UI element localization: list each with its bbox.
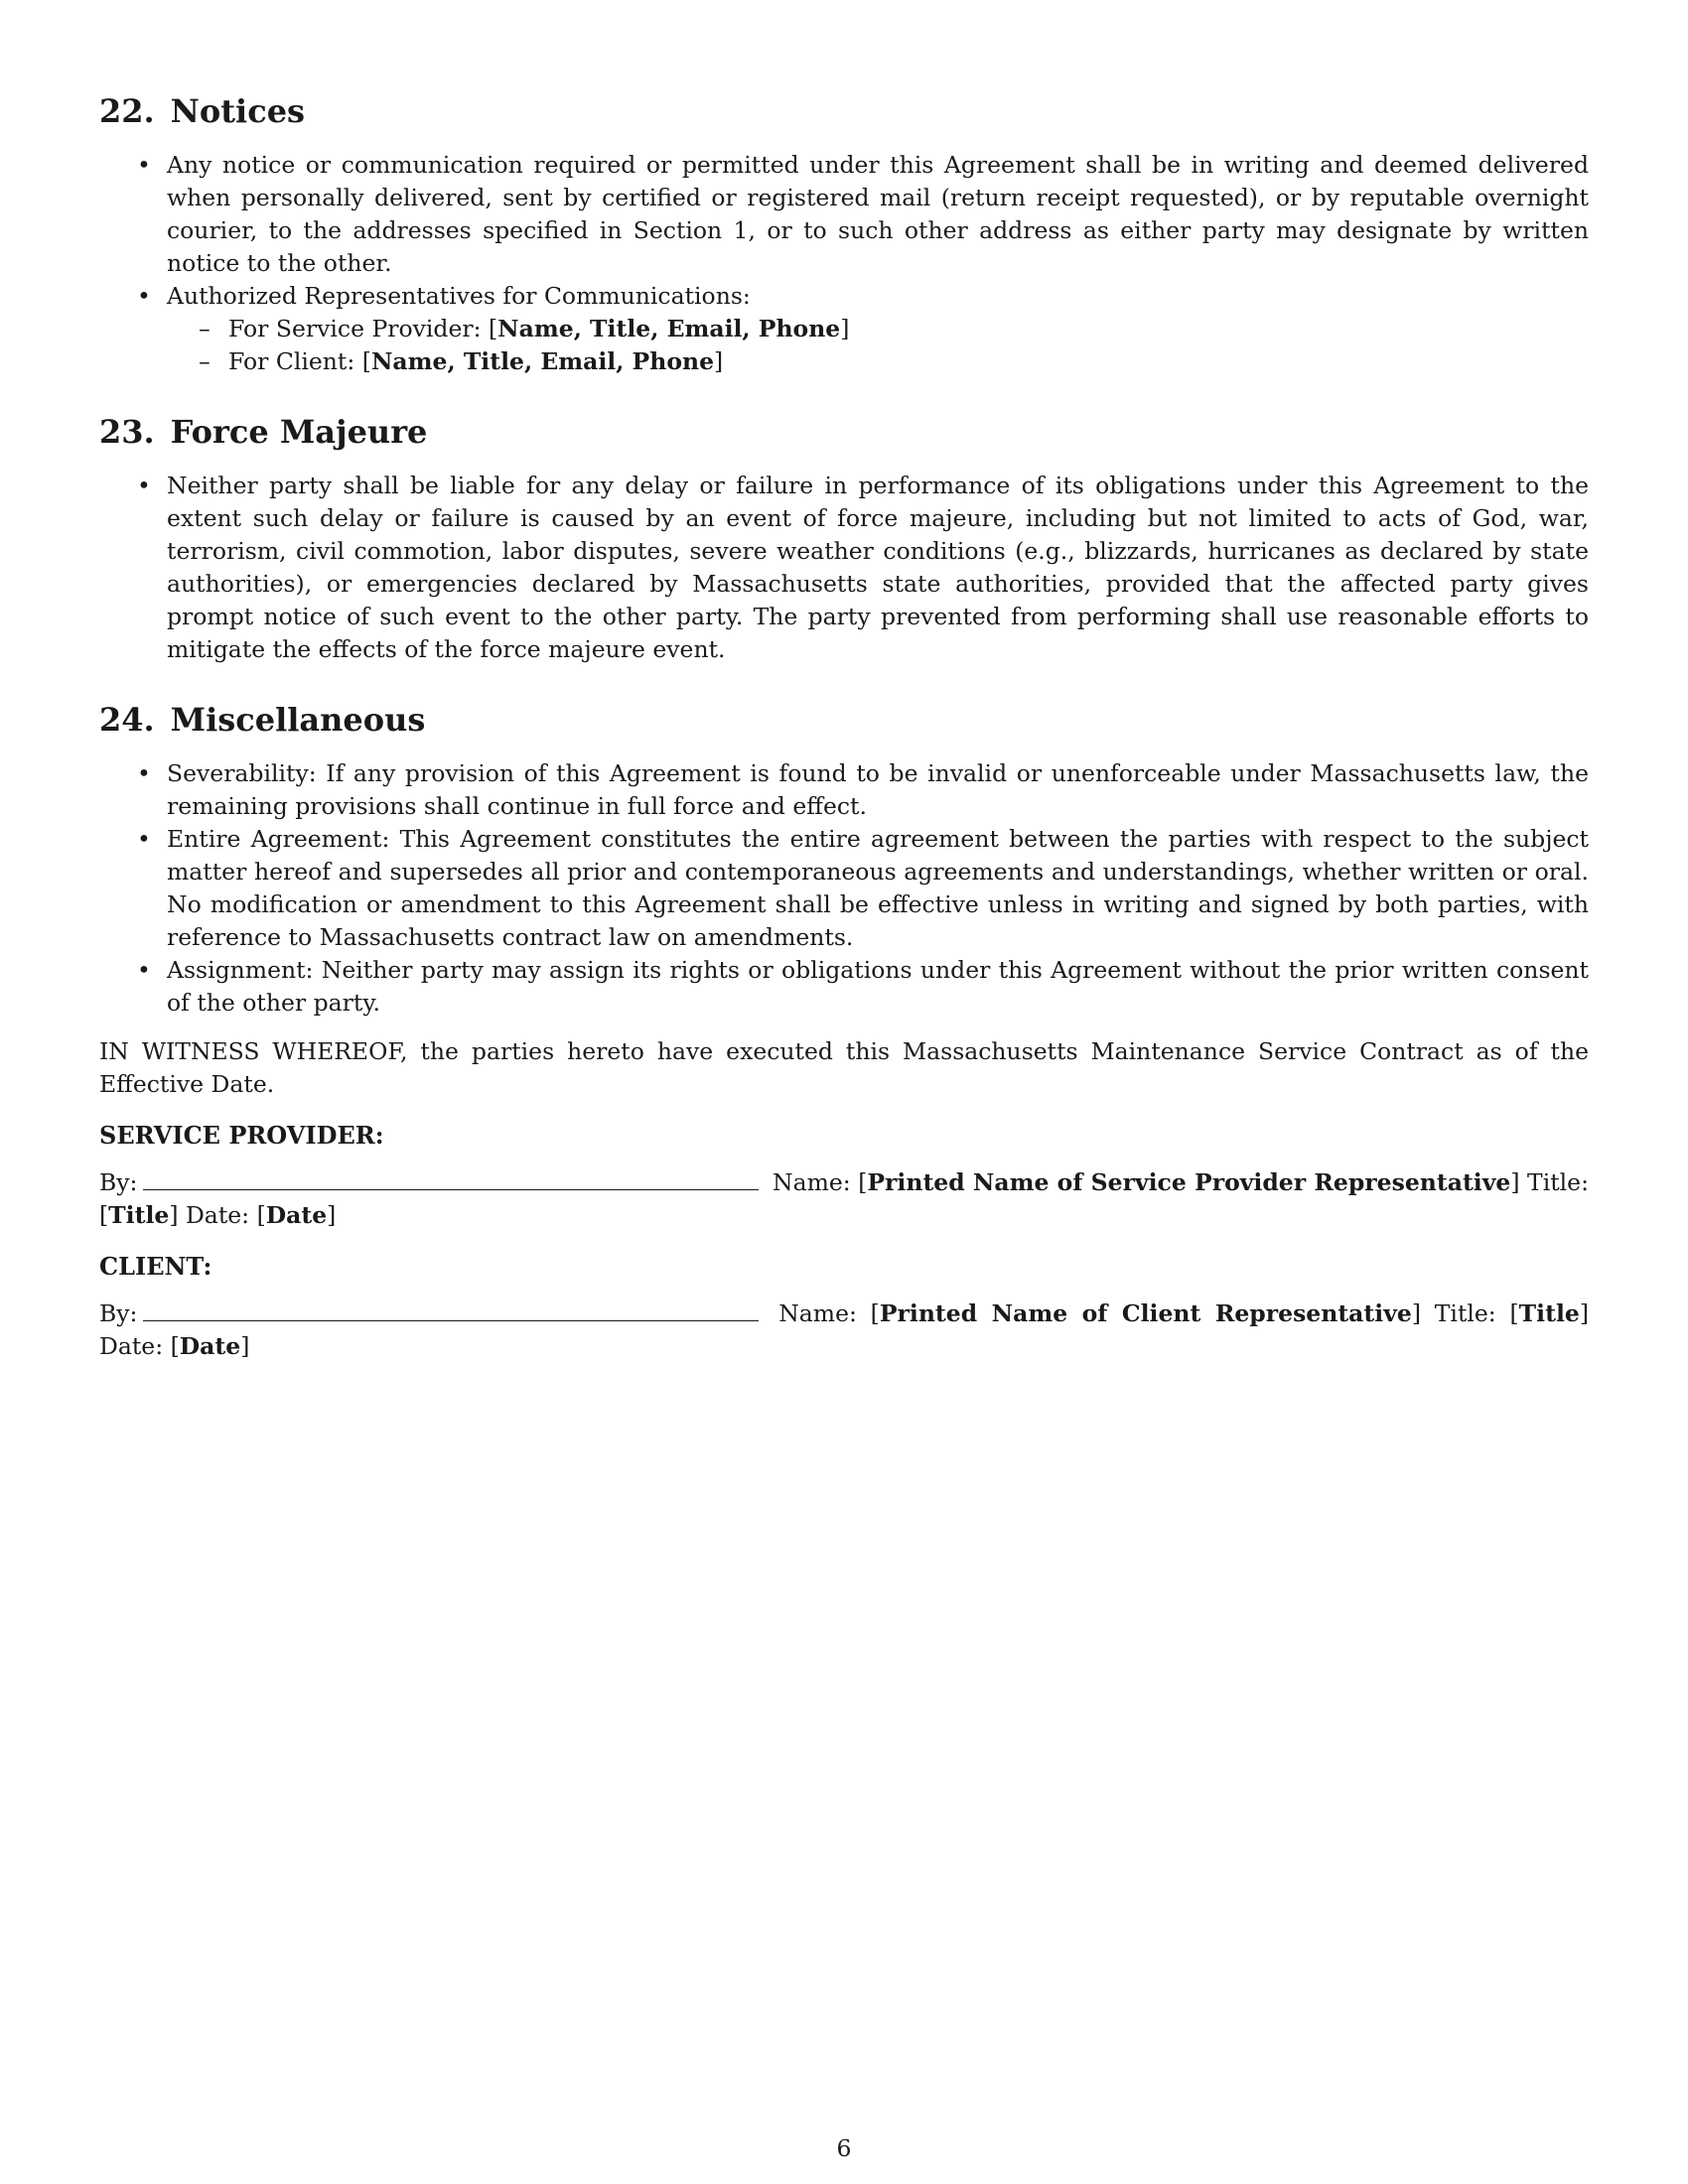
- sub-list-item: – For Service Provider: [Name, Title, Email, Phone]: [167, 313, 1589, 345]
- sub-item-label: For Service Provider:: [228, 315, 489, 342]
- section-title: Notices: [170, 92, 306, 130]
- date-label: Date:: [185, 1201, 250, 1229]
- name-placeholder: Printed Name of Client Representative: [879, 1299, 1412, 1327]
- date-placeholder: Date: [179, 1332, 241, 1360]
- sub-item-label: For Client:: [228, 347, 362, 375]
- signature-heading: SERVICE PROVIDER:: [99, 1121, 384, 1150]
- sub-list-item: – For Client: [Name, Title, Email, Phone]: [167, 345, 1589, 378]
- placeholder-value: Name, Title, Email, Phone: [497, 315, 841, 342]
- client-signature-block: [99, 1250, 1589, 1363]
- signature-field[interactable]: [143, 1297, 759, 1321]
- section-number: 23.: [99, 413, 155, 451]
- sub-list: [167, 313, 1589, 378]
- list-item: • Neither party shall be liable for any delay or failure in performance of its obligations under this Agreement to the extent such delay or failure is caused by an event of force majeure, including but not limited to acts of God, war, terrorism, civil commotion, labor disputes, severe weather conditions (e.g., blizzards, hurricanes as declared by state authorities), or emergencies declared by Massachusetts state authorities, provided that the affected party gives prompt notice of such event to the other party. The party prevented from performing shall use reasonable efforts to mitigate the effects of the force majeure event.: [99, 470, 1589, 666]
- section-heading: [99, 412, 1589, 452]
- section-notices: [99, 91, 1589, 378]
- section-miscellaneous: [99, 700, 1589, 1020]
- page-number: 6: [836, 2134, 852, 2162]
- name-placeholder: Printed Name of Service Provider Representative: [867, 1168, 1511, 1196]
- by-label: By:: [99, 1168, 138, 1196]
- title-label: Title:: [1434, 1299, 1496, 1327]
- section-force-majeure: [99, 412, 1589, 666]
- witness-paragraph: IN WITNESS WHEREOF, the parties hereto have executed this Massachusetts Maintenance Service Contract as of the Effective Date.: [99, 1037, 1589, 1098]
- placeholder-value: Name, Title, Email, Phone: [370, 347, 715, 375]
- signature-line: By: Name: [Printed Name of Service Provider Representative] Title: [Title] Date: [Date]: [99, 1165, 1589, 1232]
- date-placeholder: Date: [265, 1201, 328, 1229]
- section-number: 24.: [99, 701, 155, 739]
- section-heading: [99, 91, 1589, 131]
- bullet-list: [99, 470, 1589, 666]
- by-label: By:: [99, 1299, 138, 1327]
- title-placeholder: Title: [1518, 1299, 1580, 1327]
- signature-field[interactable]: [143, 1165, 759, 1190]
- service-provider-signature-block: [99, 1119, 1589, 1232]
- list-item: • Any notice or communication required or permitted under this Agreement shall be in writing and deemed delivered when personally delivered, sent by certified or registered mail (return receipt requested), or by reputable overnight courier, to the addresses specified in Section 1, or to such other address as either party may designate by written notice to the other.: [99, 149, 1589, 280]
- document-page: [99, 91, 1589, 1381]
- list-item-text: Authorized Representatives for Communications:: [167, 282, 751, 310]
- list-item: • Entire Agreement: This Agreement constitutes the entire agreement between the parties with respect to the subject matter hereof and supersedes all prior and contemporaneous agreements and understandings, whether written or oral. No modification or amendment to this Agreement shall be effective unless in writing and signed by both parties, with reference to Massachusetts contract law on amendments.: [99, 823, 1589, 954]
- signature-heading: CLIENT:: [99, 1252, 212, 1281]
- bullet-list: [99, 757, 1589, 1020]
- section-title: Miscellaneous: [170, 701, 426, 739]
- list-item: • Assignment: Neither party may assign its rights or obligations under this Agreement without the prior written consent of the other party.: [99, 954, 1589, 1020]
- signature-line: By: Name: [Printed Name of Client Representative] Title: [Title] Date: [Date]: [99, 1297, 1589, 1363]
- section-title: Force Majeure: [170, 413, 428, 451]
- title-label: Title:: [1527, 1168, 1589, 1196]
- list-item: [99, 280, 1589, 378]
- name-label: Name:: [773, 1168, 851, 1196]
- list-item: • Severability: If any provision of this Agreement is found to be invalid or unenforceable under Massachusetts law, the remaining provisions shall continue in full force and effect.: [99, 757, 1589, 823]
- bullet-list: [99, 149, 1589, 378]
- section-number: 22.: [99, 92, 155, 130]
- title-placeholder: Title: [108, 1201, 170, 1229]
- date-label: Date:: [99, 1332, 164, 1360]
- name-label: Name:: [778, 1299, 857, 1327]
- section-heading: [99, 700, 1589, 740]
